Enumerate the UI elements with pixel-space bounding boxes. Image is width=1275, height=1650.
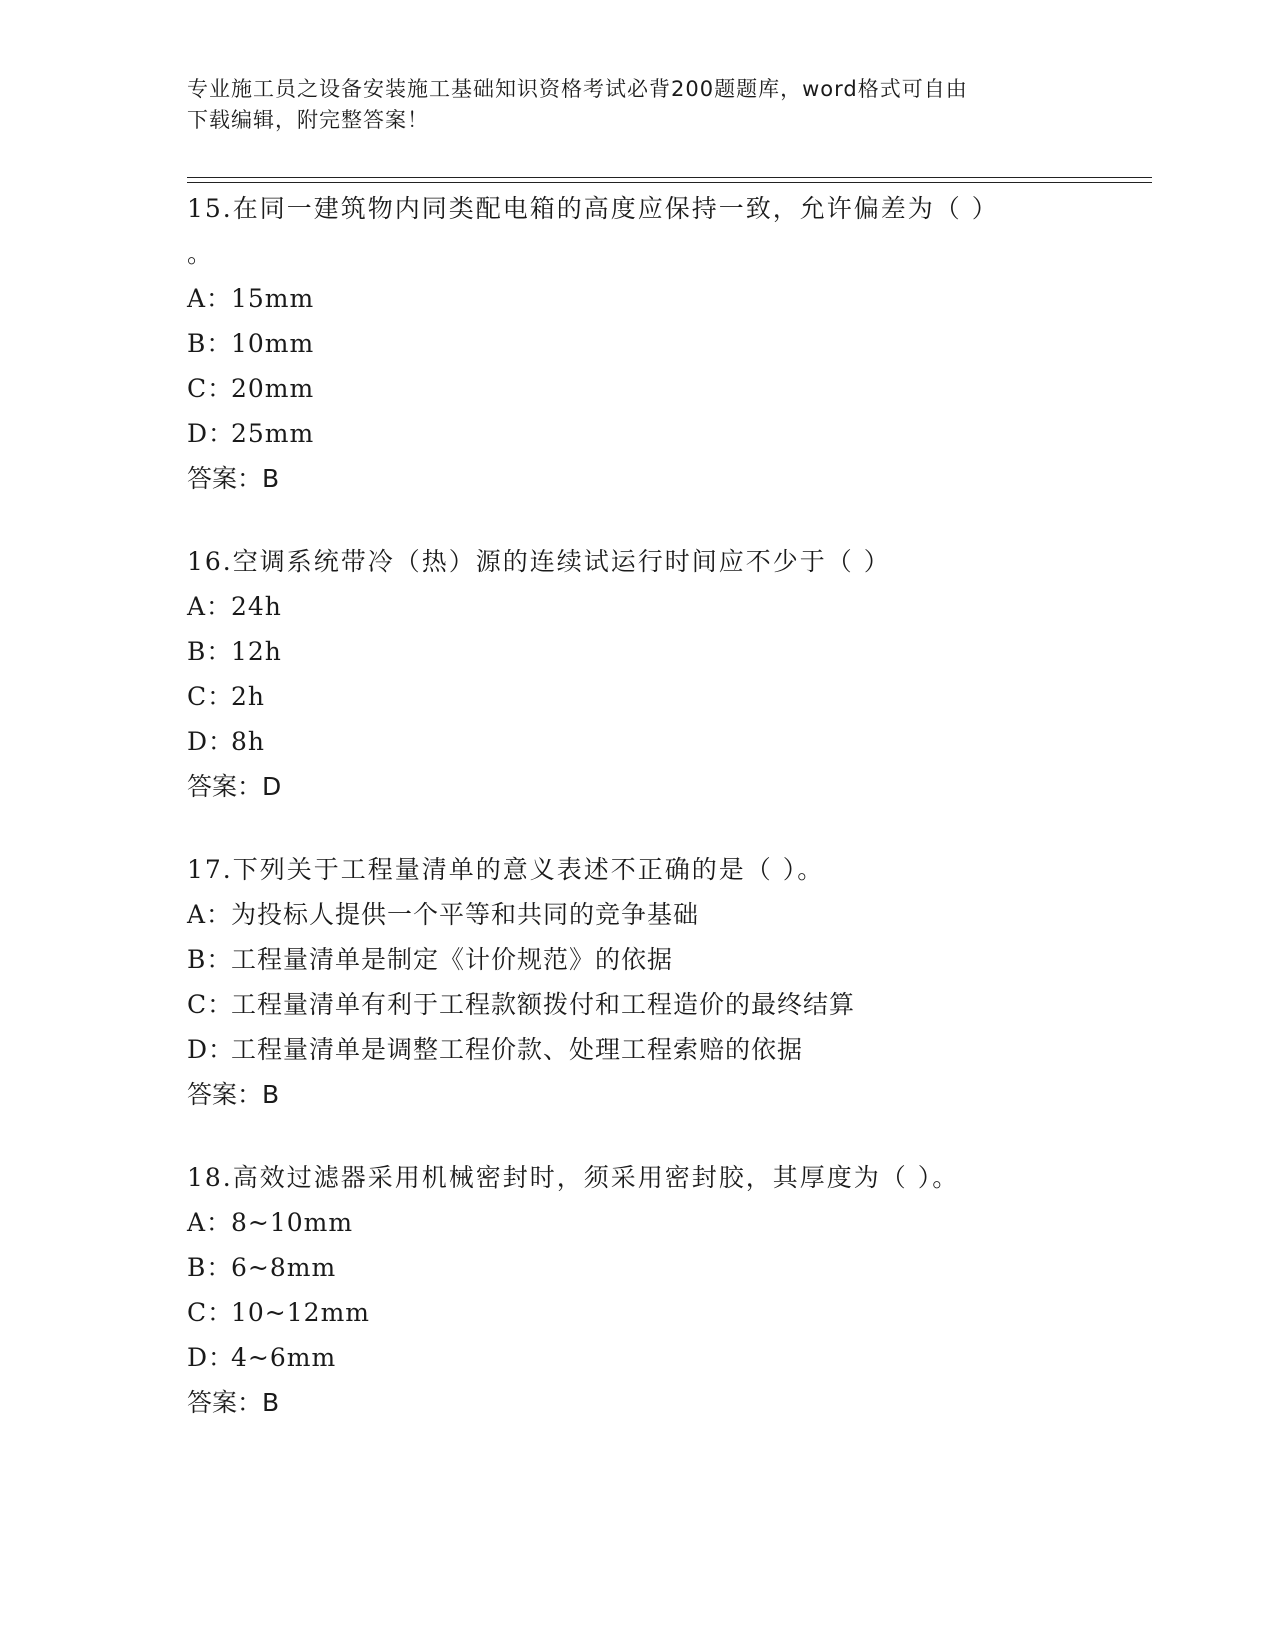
option-text: 12h	[231, 637, 282, 666]
option-key: A：	[187, 900, 233, 929]
option-text: 6~8mm	[231, 1253, 337, 1282]
question-text-tail: 。	[187, 239, 213, 268]
option-key: A：	[187, 592, 233, 621]
option-b	[187, 629, 1147, 674]
question-text: 17.下列关于工程量清单的意义表述不正确的是（ ）。	[187, 855, 825, 884]
question-text: 16.空调系统带冷（热）源的连续试运行时间应不少于（ ）	[187, 547, 891, 576]
header-line-2: 下载编辑，附完整答案！	[187, 108, 429, 132]
option-key: C：	[187, 682, 234, 711]
option-a	[187, 892, 1147, 937]
option-key: A：	[187, 284, 233, 313]
option-text: 15mm	[231, 284, 315, 313]
option-text: 8h	[231, 727, 266, 756]
answer: 答案：D	[187, 772, 282, 801]
header-divider-bottom	[187, 182, 1152, 183]
document-header	[187, 74, 1087, 136]
answer: 答案：B	[187, 464, 280, 493]
option-d	[187, 1027, 1147, 1072]
option-key: C：	[187, 374, 234, 403]
question-18	[187, 1155, 1147, 1425]
option-a	[187, 276, 1147, 321]
option-d	[187, 1335, 1147, 1380]
option-d	[187, 719, 1147, 764]
question-list	[187, 186, 1147, 1463]
option-key: D：	[187, 419, 235, 448]
option-b	[187, 1245, 1147, 1290]
option-key: B：	[187, 637, 233, 666]
option-key: C：	[187, 1298, 234, 1327]
option-c	[187, 674, 1147, 719]
question-text: 15.在同一建筑物内同类配电箱的高度应保持一致，允许偏差为（ ）	[187, 194, 999, 223]
question-text: 18.高效过滤器采用机械密封时，须采用密封胶，其厚度为（ ）。	[187, 1163, 960, 1192]
option-text: 24h	[231, 592, 282, 621]
option-text: 工程量清单是制定《计价规范》的依据	[231, 945, 674, 974]
option-text: 25mm	[231, 419, 315, 448]
option-c	[187, 366, 1147, 411]
option-b	[187, 321, 1147, 366]
option-key: D：	[187, 1343, 235, 1372]
question-15	[187, 186, 1147, 501]
answer: 答案：B	[187, 1388, 280, 1417]
option-key: B：	[187, 1253, 233, 1282]
option-text: 工程量清单有利于工程款额拨付和工程造价的最终结算	[231, 990, 856, 1019]
option-text: 8~10mm	[231, 1208, 354, 1237]
question-16	[187, 539, 1147, 809]
option-key: D：	[187, 727, 235, 756]
option-a	[187, 584, 1147, 629]
header-line-1: 专业施工员之设备安装施工基础知识资格考试必背200题题库，word格式可自由	[187, 77, 968, 101]
option-key: C：	[187, 990, 234, 1019]
option-key: B：	[187, 945, 233, 974]
option-text: 4~6mm	[231, 1343, 337, 1372]
option-a	[187, 1200, 1147, 1245]
option-text: 10mm	[231, 329, 315, 358]
option-text: 10~12mm	[231, 1298, 370, 1327]
answer: 答案：B	[187, 1080, 280, 1109]
option-d	[187, 411, 1147, 456]
option-b	[187, 937, 1147, 982]
option-text: 2h	[231, 682, 266, 711]
option-key: D：	[187, 1035, 235, 1064]
header-divider-top	[187, 177, 1152, 178]
option-text: 20mm	[231, 374, 315, 403]
question-17	[187, 847, 1147, 1117]
option-text: 为投标人提供一个平等和共同的竞争基础	[231, 900, 700, 929]
option-c	[187, 1290, 1147, 1335]
option-text: 工程量清单是调整工程价款、处理工程索赔的依据	[231, 1035, 804, 1064]
option-c	[187, 982, 1147, 1027]
option-key: B：	[187, 329, 233, 358]
option-key: A：	[187, 1208, 233, 1237]
